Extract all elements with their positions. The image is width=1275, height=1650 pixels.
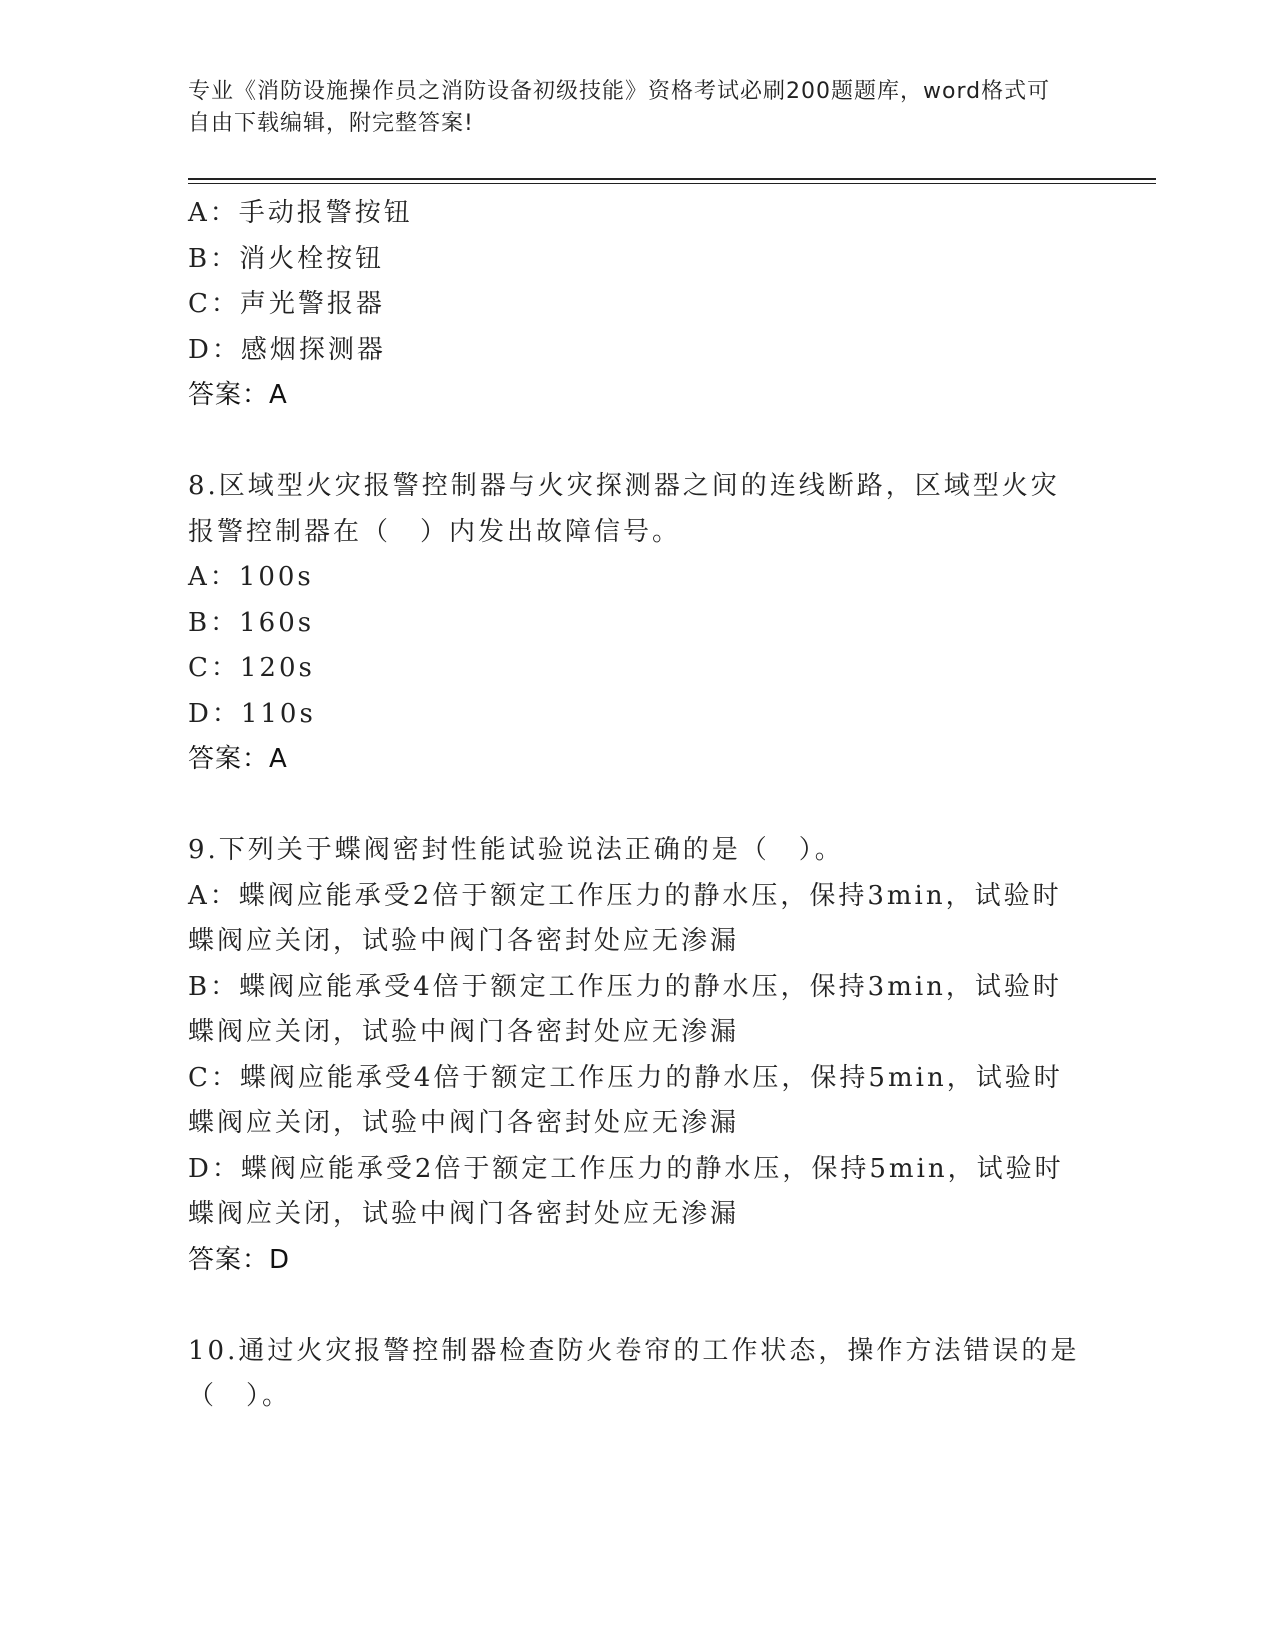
option-d: D：感烟探测器 (188, 334, 386, 365)
option-a: A：手动报警按钮 (188, 198, 413, 228)
option-a: A：100s (188, 562, 314, 592)
spacer (188, 419, 1088, 465)
spacer (188, 783, 1088, 829)
option-c: C：声光警报器 (188, 289, 385, 319)
question-9-block (188, 828, 1088, 1283)
question-stem: 9.下列关于蝶阀密封性能试验说法正确的是（ ）。 (188, 835, 844, 865)
answer-line: 答案：D (188, 1244, 291, 1275)
spacer (188, 1283, 1088, 1329)
header-divider-thin (188, 183, 1156, 184)
question-stem: 10.通过火灾报警控制器检查防火卷帘的工作状态，操作方法错误的是（ ）。 (188, 1335, 1080, 1411)
option-b: B：消火栓按钮 (188, 243, 385, 274)
header-divider-thick (188, 178, 1156, 180)
option-b: B：蝶阀应能承受4倍于额定工作压力的静水压，保持3min，试验时蝶阀应关闭，试验中阀门各密封处应无渗漏 (188, 971, 1062, 1047)
question-8-block (188, 464, 1088, 783)
question-10-block (188, 1329, 1088, 1420)
question-stem: 8.区域型火灾报警控制器与火灾探测器之间的连线断路，区域型火灾报警控制器在（ ）内发出故障信号。 (188, 471, 1060, 547)
option-c: C：蝶阀应能承受4倍于额定工作压力的静水压，保持5min，试验时蝶阀应关闭，试验中阀门各密封处应无渗漏 (188, 1062, 1063, 1138)
option-d: D：110s (188, 698, 316, 729)
option-d: D：蝶阀应能承受2倍于额定工作压力的静水压，保持5min，试验时蝶阀应关闭，试验中阀门各密封处应无渗漏 (188, 1153, 1064, 1229)
document-header: 专业《消防设施操作员之消防设备初级技能》资格考试必刷200题题库，word格式可自由下载编辑，附完整答案! (188, 79, 1051, 136)
option-c: C：120s (188, 653, 315, 683)
answer-line: 答案：A (188, 744, 288, 774)
option-b: B：160s (188, 607, 315, 638)
prev-question-block (188, 191, 1088, 419)
answer-line: 答案：A (188, 380, 288, 410)
question-content (188, 191, 1088, 1420)
option-a: A：蝶阀应能承受2倍于额定工作压力的静水压，保持3min，试验时蝶阀应关闭，试验中阀门各密封处应无渗漏 (188, 880, 1062, 956)
